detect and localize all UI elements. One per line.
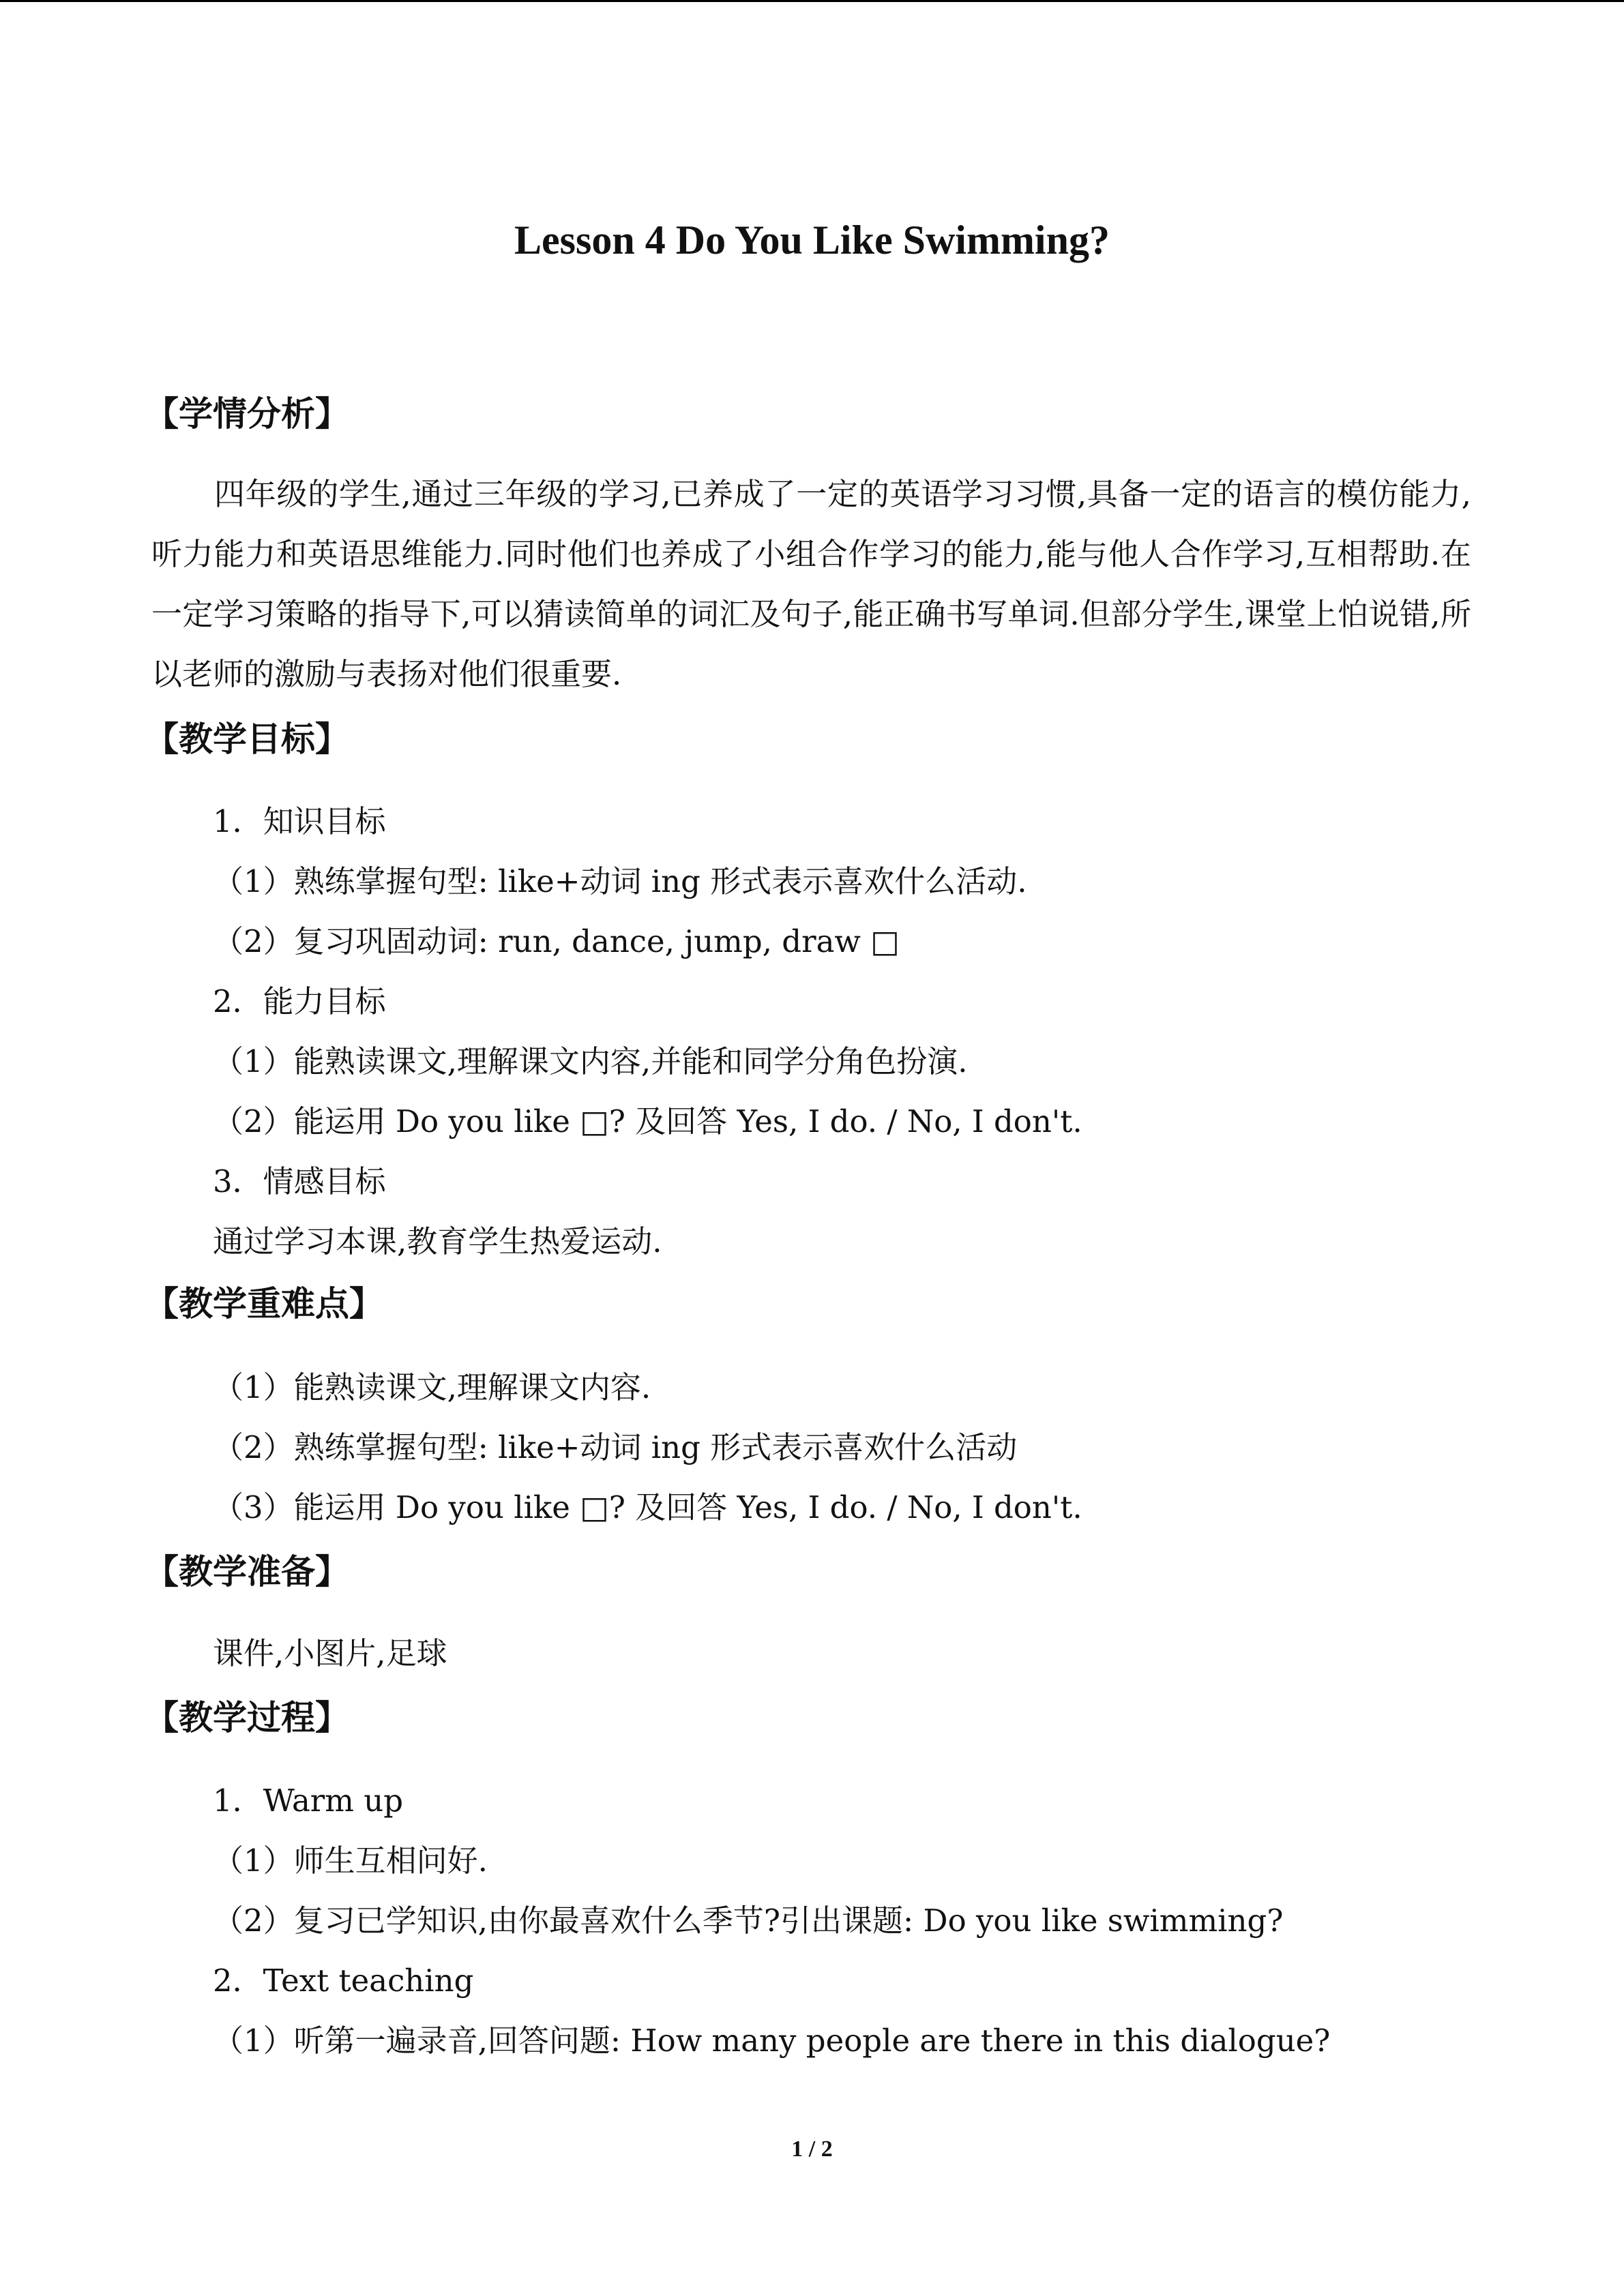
key-points-line: （1）能熟读课文,理解课文内容. bbox=[213, 1369, 651, 1405]
key-points-line: （3）能运用 Do you like □? 及回答 Yes, I do. / No, I don't. bbox=[213, 1489, 1082, 1525]
heading-analysis: 【学情分析】 bbox=[145, 394, 349, 434]
goals-line: 2．能力目标 bbox=[213, 983, 386, 1019]
process-line: （1）师生互相问好. bbox=[213, 1843, 488, 1879]
process-line: （2）复习已学知识,由你最喜欢什么季节?引出课题: Do you like swimming? bbox=[213, 1903, 1284, 1939]
key-points-line: （2）熟练掌握句型: like+动词 ing 形式表示喜欢什么活动 bbox=[213, 1429, 1018, 1465]
heading-process: 【教学过程】 bbox=[145, 1698, 349, 1738]
goals-line: （1）能熟读课文,理解课文内容,并能和同学分角色扮演. bbox=[213, 1043, 968, 1079]
page-number: 1 / 2 bbox=[791, 2136, 833, 2162]
goals-line: 通过学习本课,教育学生热爱运动. bbox=[213, 1223, 662, 1259]
heading-goals: 【教学目标】 bbox=[145, 719, 349, 759]
goals-line: （2）能运用 Do you like □? 及回答 Yes, I do. / No, I don't. bbox=[213, 1103, 1082, 1139]
goals-line: 3．情感目标 bbox=[213, 1163, 386, 1199]
process-line: 2．Text teaching bbox=[213, 1963, 474, 1999]
goals-line: （2）复习巩固动词: run, dance, jump, draw □ bbox=[213, 923, 900, 959]
heading-preparation: 【教学准备】 bbox=[145, 1552, 349, 1592]
analysis-paragraph: 四年级的学生,通过三年级的学习,已养成了一定的英语学习习惯,具备一定的语言的模仿能力,听力能力和英语思维能力.同时他们也养成了小组合作学习的能力,能与他人合作学习,互相帮助.在一定学习策略的指导下,可以猜读简单的词汇及句子,能正确书写单词.但部分学生,课堂上怕说错,所以老师的激励与表扬对他们很重要. bbox=[151, 476, 1471, 692]
goals-line: 1．知识目标 bbox=[213, 803, 386, 839]
document-title: Lesson 4 Do You Like Swimming? bbox=[514, 218, 1110, 263]
top-border-rule bbox=[0, 0, 1624, 2]
heading-key-points: 【教学重难点】 bbox=[145, 1284, 383, 1324]
process-line: 1．Warm up bbox=[213, 1783, 404, 1819]
process-line: （1）听第一遍录音,回答问题: How many people are there in this dialogue? bbox=[213, 2023, 1331, 2059]
goals-line: （1）熟练掌握句型: like+动词 ing 形式表示喜欢什么活动. bbox=[213, 863, 1027, 899]
preparation-line: 课件,小图片,足球 bbox=[213, 1635, 447, 1671]
